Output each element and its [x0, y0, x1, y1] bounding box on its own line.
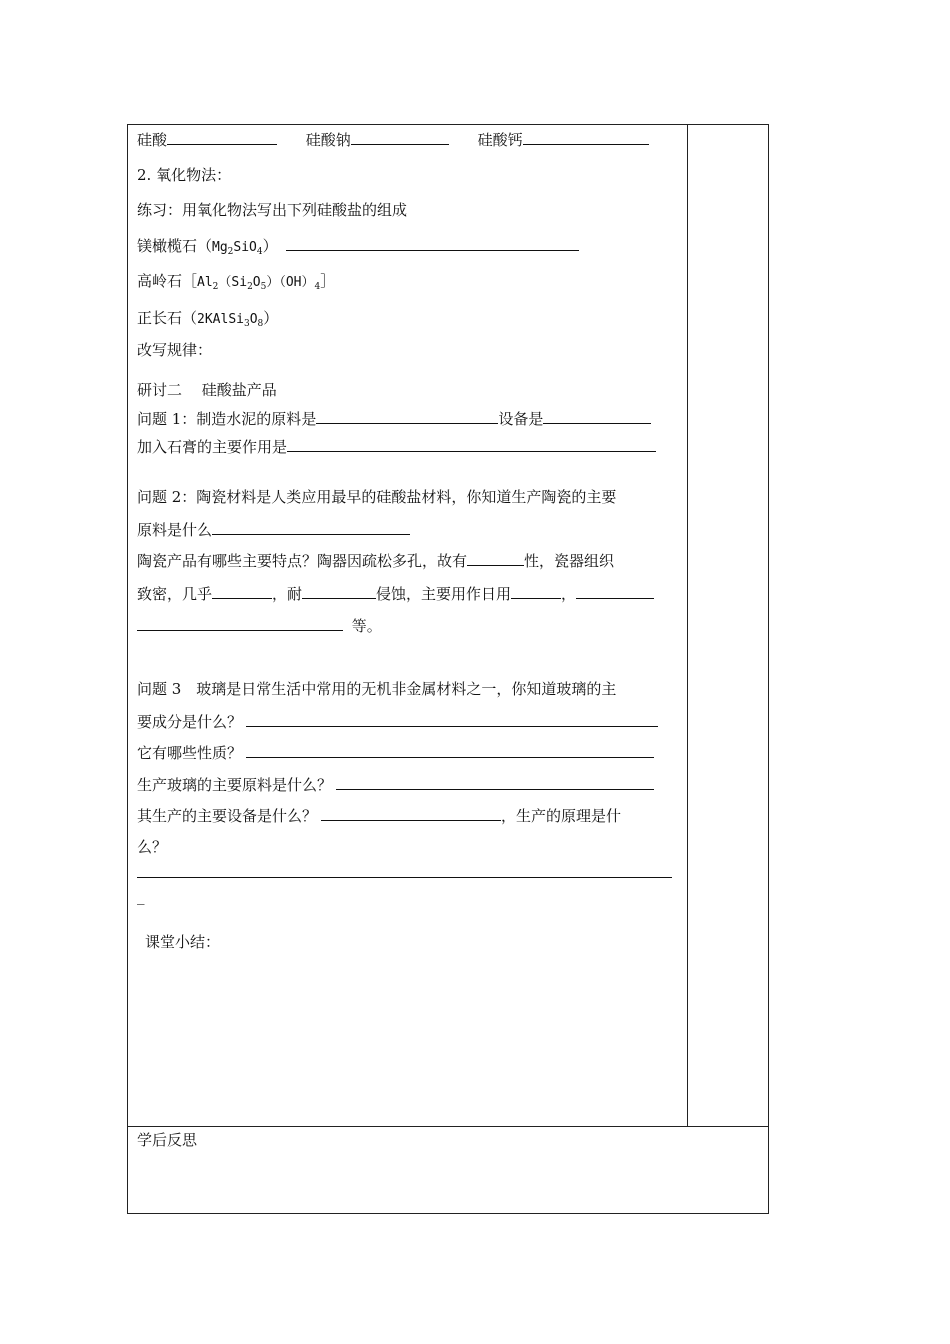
forsterite-line: 镁橄榄石$(Mg_2SiO_4)$: [137, 236, 579, 258]
silicic-acid-blank[interactable]: [167, 130, 277, 145]
side-column-cell: [687, 124, 769, 1127]
rewrite-rule-label: 改写规律：: [137, 341, 213, 359]
resistant-to-blank[interactable]: [302, 584, 376, 599]
calcium-silicate-label: 硅酸钙: [477, 131, 523, 149]
question-1-line-1: 问题 1：制造水泥的原料是 设备是: [137, 409, 651, 428]
sodium-silicate-label: 硅酸钠: [305, 131, 351, 149]
sodium-silicate-blank[interactable]: [351, 130, 449, 145]
question-3-line-3: 它有哪些性质？: [137, 743, 654, 762]
oxide-method-heading: 2. 氧化物法：: [137, 166, 232, 184]
gypsum-role-blank[interactable]: [287, 437, 656, 452]
question-3-trailing-mark: _: [137, 887, 145, 905]
question-3-line-4: 生产玻璃的主要原料是什么？: [137, 775, 654, 794]
glass-raw-material-blank[interactable]: [336, 775, 654, 790]
question-3-line-1: 问题 3 玻璃是日常生活中常用的无机非金属材料之一，你知道玻璃的主: [137, 680, 617, 698]
daily-use-blank-3[interactable]: [137, 616, 343, 631]
almost-blank[interactable]: [212, 584, 272, 599]
cement-raw-material-blank[interactable]: [316, 409, 498, 424]
question-2-line-4: 致密，几乎 ，耐 侵蚀，主要用作日用 ，: [137, 584, 654, 603]
topic-two-heading: 研讨二 硅酸盐产品: [137, 381, 277, 399]
question-1-line-2: 加入石膏的主要作用是: [137, 437, 656, 456]
kaolinite-line: 高岭石$[Al_2(Si_2O_5)(OH)_4]$: [137, 272, 336, 292]
silicic-acid-label: 硅酸: [137, 131, 168, 149]
glass-equipment-blank[interactable]: [321, 806, 501, 821]
exercise-text: 练习：用氧化物法写出下列硅酸盐的组成: [137, 201, 408, 219]
question-2-line-2: 原料是什么: [137, 520, 410, 539]
reflection-cell: [127, 1126, 769, 1214]
orthoclase-line: 正长石$(2KAlSi_3O_8)$: [137, 309, 279, 329]
forsterite-blank[interactable]: [286, 236, 579, 251]
question-3-line-2: 要成分是什么？: [137, 712, 658, 731]
ceramic-raw-material-blank[interactable]: [212, 520, 410, 535]
glass-properties-blank[interactable]: [246, 743, 654, 758]
silicate-row: [137, 130, 649, 149]
glass-composition-blank[interactable]: [246, 712, 658, 727]
question-3-line-6: 么？: [137, 838, 168, 856]
question-2-line-5: 等。: [137, 616, 382, 635]
daily-use-blank-2[interactable]: [576, 584, 654, 599]
glass-principle-blank[interactable]: [137, 877, 672, 878]
question-3-line-5: 其生产的主要设备是什么？ ，生产的原理是什: [137, 807, 622, 825]
post-study-reflection-label: 学后反思: [137, 1131, 198, 1149]
cement-equipment-blank[interactable]: [543, 409, 651, 424]
question-2-line-1: 问题 2：陶瓷材料是人类应用最早的硅酸盐材料，你知道生产陶瓷的主要: [137, 488, 617, 506]
question-2-line-3: 陶瓷产品有哪些主要特点？陶器因疏松多孔，故有 性，瓷器组织: [137, 552, 615, 570]
calcium-silicate-blank[interactable]: [523, 130, 649, 145]
porosity-property-blank[interactable]: [467, 551, 524, 566]
daily-use-blank-1[interactable]: [511, 584, 561, 599]
class-summary-label: 课堂小结：: [145, 933, 221, 951]
